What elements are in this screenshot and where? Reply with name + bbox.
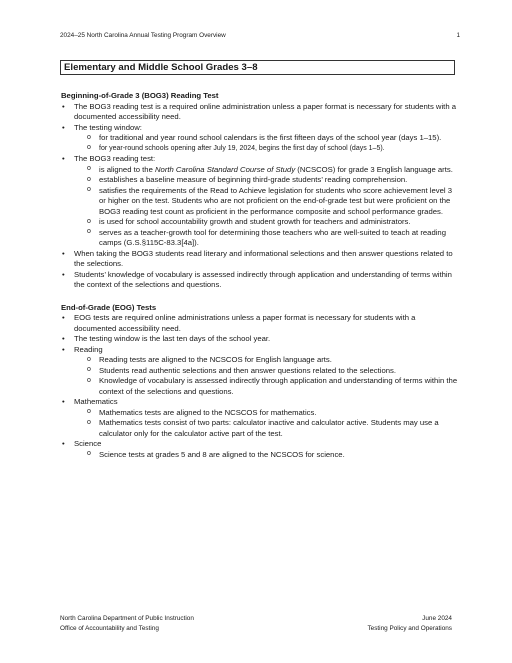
list-item: • EOG tests are required online administrations unless a paper format is necessary for students with a documented accessibility need. [61,313,459,334]
footer-left [60,614,194,633]
list-item: • Students’ knowledge of vocabulary is assessed indirectly through application and understanding of terms within the context of the selections and questions. [61,270,459,291]
list-item [61,154,459,249]
sub-list-item: o is used for school accountability growth and student growth for teachers and administrators. [86,217,459,228]
sub-list-item: o serves as a teacher-growth tool for determining those teachers who are well-suited to teach at reading camps (G.S.§115C-83.3[4a]). [86,228,459,249]
footer-department: North Carolina Department of Public Instruction [60,615,194,622]
list-item [61,123,459,155]
sub-list-item: o Knowledge of vocabulary is assessed indirectly through application and understanding of terms within the context of the selections and questions. [86,376,459,397]
sub-list-item-text: (NCSCOS) for grade 3 English language arts. [295,164,453,174]
sub-list-item [86,165,459,176]
sub-list-item: o satisfies the requirements of the Read to Achieve legislation for students who score achievement level 3 or higher on the test. Students who are not proficient on the end-of-grade test but were proficient on the BOG3 reading test count as proficient in the performance composite and school performance grades. [86,186,459,218]
list-item [61,397,459,439]
list-item: • The BOG3 reading test is a required online administration unless a paper format is necessary for students with a documented accessibility need. [61,102,459,123]
page-number: 1 [456,32,460,39]
section-title-box [60,60,455,75]
list-item: • When taking the BOG3 students read literary and informational selections and then answer questions related to the selections. [61,249,459,270]
list-item: • The testing window is the last ten days of the school year. [61,334,459,345]
sub-list-item: o Reading tests are aligned to the NCSCOS for English language arts. [86,355,459,366]
list-item-text: Science [74,439,102,448]
footer-division: Testing Policy and Operations [367,624,452,632]
list-item [61,439,459,460]
page-footer [60,614,452,633]
ncscos-title: North Carolina Standard Course of Study [155,164,296,174]
bog3-heading: Beginning-of-Grade 3 (BOG3) Reading Test [61,91,219,100]
bog3-list [61,102,459,291]
sub-list [86,355,459,397]
list-item-text: Mathematics [74,397,118,406]
sub-list-item: o for year-round schools opening after July 19, 2024, begins the first day of school (days 1–5). [86,144,459,155]
footer-date: June 2024 [422,615,452,622]
list-item [61,345,459,398]
footer-right [367,614,452,633]
sub-list-item: o Science tests at grades 5 and 8 are aligned to the NCSCOS for science. [86,450,459,461]
document-body [61,91,459,460]
header-title: 2024–25 North Carolina Annual Testing Program Overview [60,32,226,39]
sub-list [86,133,459,154]
sub-list-item: o Mathematics tests are aligned to the NCSCOS for mathematics. [86,408,459,419]
sub-list-item: o for traditional and year round school calendars is the first fifteen days of the school year (days 1–15). [86,133,459,144]
sub-list [86,165,459,249]
footer-office: Office of Accountability and Testing [60,624,159,632]
sub-list [86,408,459,440]
section-title: Elementary and Middle School Grades 3–8 [64,62,258,73]
eog-heading: End-of-Grade (EOG) Tests [61,302,157,312]
sub-list-item: o Mathematics tests consist of two parts: calculator inactive and calculator active. Students may use a calculator only for the calculator active part of the test. [86,418,459,439]
page-header [60,32,460,39]
sub-list-item: o Students read authentic selections and then answer questions related to the selections. [86,366,459,377]
eog-list [61,313,459,460]
sub-list [86,450,459,461]
list-item-text: The BOG3 reading test: [74,154,156,163]
sub-list-item-text: is aligned to the [99,164,155,174]
list-item-text: Reading [74,344,103,354]
list-item-text: The testing window: [74,122,142,132]
sub-list-item: o establishes a baseline measure of beginning third-grade students’ reading comprehension. [86,175,459,186]
